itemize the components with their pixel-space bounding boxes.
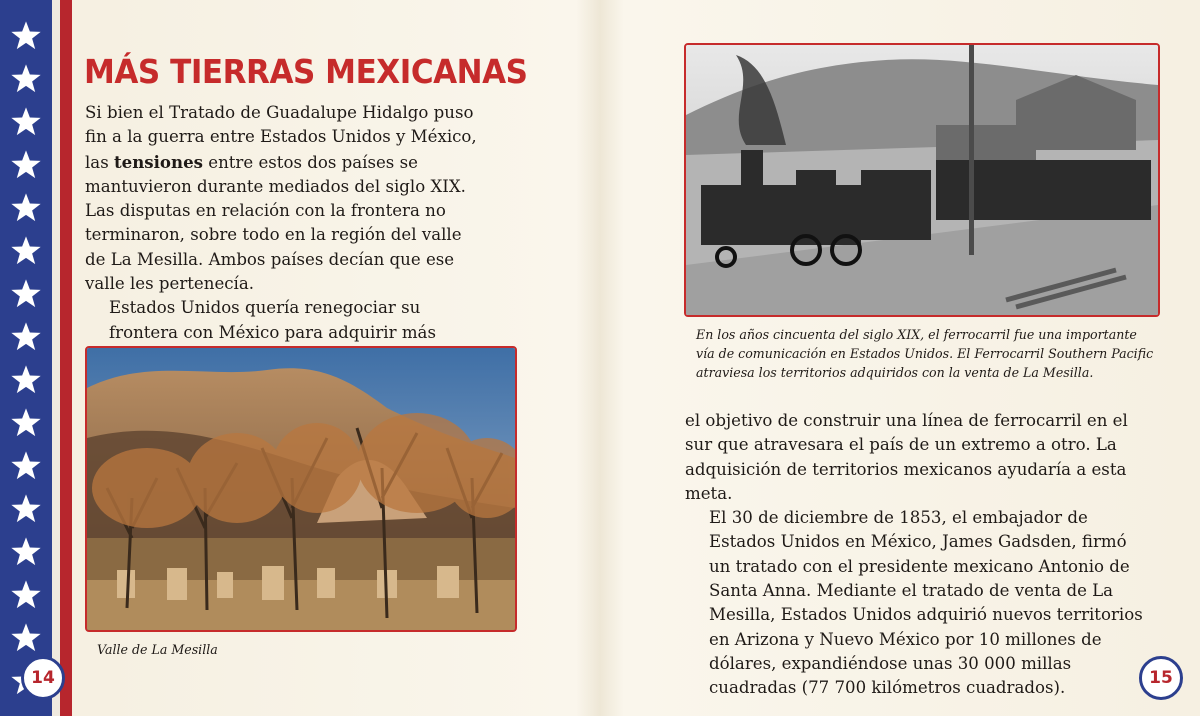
star-icon bbox=[10, 106, 42, 138]
left-paragraph-2: Estados Unidos quería renegociar su frontera con México para adquirir más bbox=[109, 298, 436, 342]
star-icon bbox=[10, 493, 42, 525]
page-title: MÁS TIERRAS MEXICANAS bbox=[84, 52, 528, 91]
star-icon bbox=[10, 235, 42, 267]
right-paragraph-2: El 30 de diciembre de 1853, el embajador de Estados Unidos en México, James Gadsden, firmó un tratado con el presidente mexicano Antonio de Santa Anna. Mediante el tratado de venta de La Mesilla, Estados Unidos adquirió nuevos territorios en Arizona y Nuevo México por 10 millones de dólares, expandiéndose unas 30 000 millas cuadradas (77 700 kilómetros cuadrados). bbox=[709, 508, 1143, 698]
flag-red-stripe bbox=[60, 0, 72, 716]
flag-border bbox=[0, 0, 72, 716]
star-icon bbox=[10, 450, 42, 482]
star-icon bbox=[10, 63, 42, 95]
star-icon bbox=[10, 407, 42, 439]
star-icon bbox=[10, 192, 42, 224]
keyword-tensiones: tensiones bbox=[114, 151, 203, 172]
star-icon bbox=[10, 536, 42, 568]
page-number-right: 15 bbox=[1139, 656, 1183, 700]
star-icon bbox=[10, 364, 42, 396]
star-icon bbox=[10, 149, 42, 181]
train-photo bbox=[684, 43, 1160, 317]
page-number-left: 14 bbox=[21, 656, 65, 700]
flag-white-stripe bbox=[52, 0, 60, 716]
valley-caption: Valle de La Mesilla bbox=[97, 642, 218, 657]
star-icon bbox=[10, 579, 42, 611]
star-icon bbox=[10, 622, 42, 654]
left-paragraph-1: Si bien el Tratado de Guadalupe Hidalgo puso fin a la guerra entre Estados Unidos y México, las tensiones entre estos dos países se mantuvieron durante mediados del siglo XIX. Las disputas en relación con la frontera no terminaron, sobre todo en la región del valle de La Mesilla. Ambos países decían que ese valle les pertenecía. bbox=[85, 103, 477, 294]
star-icon bbox=[10, 321, 42, 353]
train-caption: En los años cincuenta del siglo XIX, el ferrocarril fue una importante vía de comunicación en Estados Unidos. El Ferrocarril Southern Pacific atraviesa los territorios adquiridos con la venta de La Mesilla. bbox=[696, 327, 1154, 380]
valley-photo bbox=[85, 346, 517, 632]
left-body-text bbox=[85, 101, 480, 369]
right-body-text bbox=[685, 409, 1150, 701]
star-icon bbox=[10, 20, 42, 52]
right-paragraph-1: el objetivo de construir una línea de ferrocarril en el sur que atravesara el país de un extremo a otro. La adquisición de territorios mexicanos ayudaría a esta meta. bbox=[685, 411, 1128, 503]
star-icon bbox=[10, 278, 42, 310]
